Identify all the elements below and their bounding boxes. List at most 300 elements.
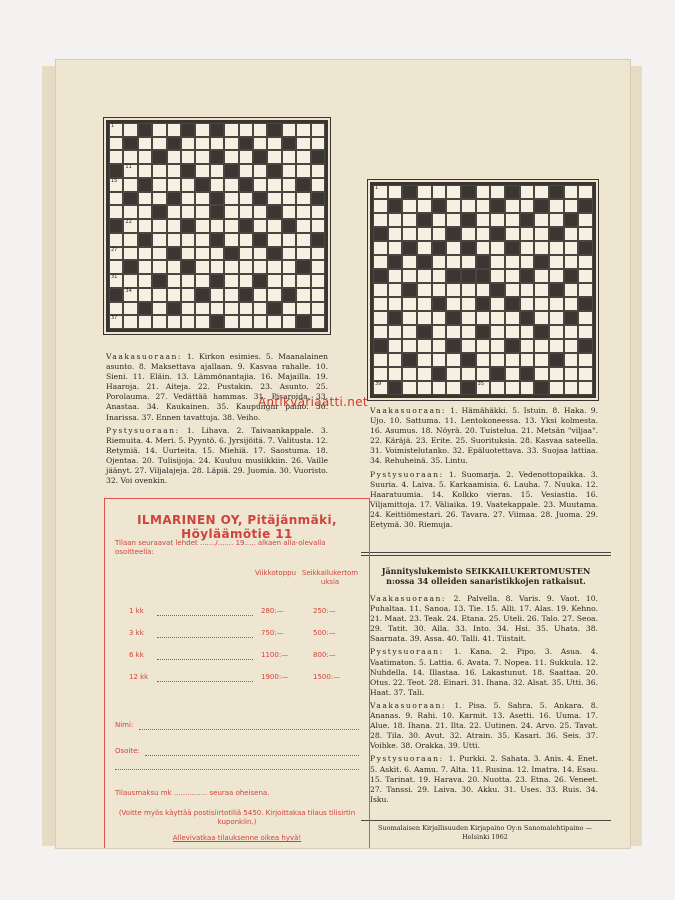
answer-square xyxy=(564,325,579,339)
answer-square xyxy=(476,339,491,353)
answer-square xyxy=(549,325,564,339)
answer-square xyxy=(388,283,403,297)
solutions-title: Jännityslukemisto SEIKKAILUKERTOMUSTEN xyxy=(381,566,591,576)
black-square xyxy=(520,311,535,325)
black-square xyxy=(138,123,152,137)
answer-square xyxy=(282,315,296,329)
answer-square xyxy=(564,185,579,199)
crossword-2-clues xyxy=(370,406,598,533)
period: 12 kk xyxy=(129,673,149,681)
answer-square xyxy=(578,283,593,297)
clue-number: 1 xyxy=(375,185,379,191)
answer-square xyxy=(534,227,549,241)
footer-divider xyxy=(361,820,611,821)
black-square xyxy=(432,297,447,311)
black-square xyxy=(578,199,593,213)
black-square xyxy=(505,297,520,311)
answer-square xyxy=(239,192,253,206)
answer-square xyxy=(195,260,209,274)
answer-square xyxy=(239,233,253,247)
answer-square xyxy=(195,137,209,151)
answer-square xyxy=(195,302,209,316)
answer-square xyxy=(239,260,253,274)
answer-square xyxy=(311,164,325,178)
answer-square xyxy=(417,283,432,297)
section-divider xyxy=(361,555,611,556)
answer-square xyxy=(123,123,137,137)
answer-square xyxy=(253,164,267,178)
answer-square xyxy=(432,353,447,367)
answer-square xyxy=(520,339,535,353)
answer-square xyxy=(432,339,447,353)
answer-square xyxy=(490,255,505,269)
black-square xyxy=(490,367,505,381)
answer-square xyxy=(564,353,579,367)
answer-square xyxy=(181,205,195,219)
black-square xyxy=(388,255,403,269)
answer-square xyxy=(267,274,281,288)
name-label: Nimi: xyxy=(115,721,134,729)
answer-square xyxy=(210,260,224,274)
answer-square xyxy=(461,367,476,381)
black-square xyxy=(282,219,296,233)
black-square xyxy=(534,199,549,213)
answer-square xyxy=(564,255,579,269)
black-square xyxy=(267,123,281,137)
answer-square xyxy=(239,150,253,164)
answer-square xyxy=(549,381,564,395)
answer-square xyxy=(224,137,238,151)
answer-square xyxy=(138,260,152,274)
black-square xyxy=(167,247,181,261)
answer-square xyxy=(432,325,447,339)
black-square xyxy=(534,325,549,339)
black-square xyxy=(181,219,195,233)
answer-square xyxy=(534,353,549,367)
answer-square xyxy=(490,241,505,255)
answer-square xyxy=(373,199,388,213)
answer-square xyxy=(311,260,325,274)
answer-square xyxy=(461,199,476,213)
black-square xyxy=(296,178,310,192)
black-square xyxy=(476,297,491,311)
answer-square xyxy=(152,260,166,274)
answer-square xyxy=(476,199,491,213)
black-square xyxy=(239,137,253,151)
crossword-1-across xyxy=(106,352,328,423)
crossword-2-down xyxy=(370,470,598,531)
crossword-2-across xyxy=(370,406,598,467)
answer-square xyxy=(109,247,123,261)
answer-square xyxy=(505,213,520,227)
answer-square xyxy=(138,137,152,151)
answer-square xyxy=(267,219,281,233)
solution-text: 1. Kana. 2. Pipo. 3. Asua. 4. Vaatimaton. 5. Lattia. 6. Avata. 7. Nopea. 11. Sukkula. 12. Nuhdella. 14. Illastaa. 16. Lakastunut. 18. Saattaa. 20. Otus. 22. Teot. 28. Einari. 31. Ihana. 32. Alsat. 35. Utti. 36. Haat. 37. Tali. xyxy=(370,647,598,697)
answer-square xyxy=(152,123,166,137)
answer-square xyxy=(267,178,281,192)
answer-square xyxy=(402,311,417,325)
black-square xyxy=(432,241,447,255)
black-square xyxy=(417,255,432,269)
answer-square xyxy=(109,123,123,137)
black-square xyxy=(210,274,224,288)
answer-square xyxy=(311,123,325,137)
black-square xyxy=(578,241,593,255)
answer-square xyxy=(181,150,195,164)
answer-square xyxy=(167,178,181,192)
answer-square xyxy=(578,367,593,381)
answer-square xyxy=(505,381,520,395)
black-square xyxy=(446,227,461,241)
answer-square xyxy=(417,269,432,283)
black-square xyxy=(210,123,224,137)
answer-square xyxy=(564,199,579,213)
answer-square xyxy=(564,283,579,297)
answer-square xyxy=(152,178,166,192)
answer-square xyxy=(224,150,238,164)
black-square xyxy=(534,381,549,395)
answer-square xyxy=(181,288,195,302)
answer-square xyxy=(181,274,195,288)
answer-square xyxy=(210,302,224,316)
black-square xyxy=(152,205,166,219)
answer-square xyxy=(534,339,549,353)
answer-square xyxy=(476,241,491,255)
black-square xyxy=(461,185,476,199)
answer-square xyxy=(373,367,388,381)
answer-square xyxy=(402,325,417,339)
name-line[interactable] xyxy=(139,729,359,730)
black-square xyxy=(195,178,209,192)
answer-square xyxy=(461,283,476,297)
answer-square xyxy=(373,185,388,199)
black-square xyxy=(138,178,152,192)
answer-square xyxy=(534,213,549,227)
black-square xyxy=(239,288,253,302)
black-square xyxy=(181,164,195,178)
answer-square xyxy=(210,178,224,192)
address-line[interactable] xyxy=(145,755,359,756)
answer-square xyxy=(461,255,476,269)
answer-square xyxy=(505,283,520,297)
answer-square xyxy=(267,260,281,274)
crossword-grid-2 xyxy=(370,182,596,398)
black-square xyxy=(282,288,296,302)
black-square xyxy=(446,269,461,283)
answer-square xyxy=(446,241,461,255)
black-square xyxy=(432,367,447,381)
answer-square xyxy=(123,302,137,316)
price-viikkotoppu: 1900:— xyxy=(261,673,289,681)
answer-square xyxy=(490,353,505,367)
answer-square xyxy=(123,219,137,233)
answer-square xyxy=(181,233,195,247)
black-square xyxy=(505,241,520,255)
section-divider xyxy=(361,552,611,553)
black-square xyxy=(461,213,476,227)
answer-square xyxy=(224,315,238,329)
answer-square xyxy=(253,247,267,261)
black-square xyxy=(123,192,137,206)
answer-square xyxy=(282,302,296,316)
answer-square xyxy=(311,137,325,151)
black-square xyxy=(210,192,224,206)
black-square xyxy=(549,227,564,241)
answer-square xyxy=(253,288,267,302)
solution-label: Vaakasuoraan: xyxy=(370,700,455,710)
answer-square xyxy=(578,353,593,367)
black-square xyxy=(253,233,267,247)
answer-square xyxy=(296,288,310,302)
down-clues: 1. Suomarja. 2. Vedenottopaikka. 3. Suuria. 4. Laiva. 5. Karkaamisia. 6. Lauha. 7. Nuuka. 12. Haaratuumia. 14. Kolkko vieras. 15. Vesiastia. 16. Viljamittoja. 17. Väliaika. 19. Vaatekappale. 23. Muutama. 24. Keittiömestari. 26. Tavara. 27. Viimaa. 28. Juoma. 29. Eetymä. 30. Riemuja. xyxy=(370,469,598,530)
answer-square xyxy=(210,137,224,151)
answer-square xyxy=(549,311,564,325)
answer-square xyxy=(167,219,181,233)
answer-square xyxy=(109,192,123,206)
answer-square xyxy=(167,123,181,137)
crossword-grid-1 xyxy=(106,120,328,332)
black-square xyxy=(520,367,535,381)
price-seikkailu: 1500:— xyxy=(313,673,341,681)
black-square xyxy=(549,283,564,297)
answer-square xyxy=(402,339,417,353)
answer-square xyxy=(402,269,417,283)
answer-square xyxy=(432,311,447,325)
answer-square xyxy=(267,288,281,302)
answer-square xyxy=(388,213,403,227)
answer-square xyxy=(373,283,388,297)
answer-square xyxy=(417,227,432,241)
answer-square xyxy=(388,367,403,381)
answer-square xyxy=(446,353,461,367)
address-field[interactable] xyxy=(115,747,359,756)
answer-square xyxy=(181,192,195,206)
black-square xyxy=(402,283,417,297)
answer-square xyxy=(282,123,296,137)
answer-square xyxy=(461,339,476,353)
across-clues: 1. Kirkon esimies. 5. Maanalainen asunto. 8. Maksettava ajallaan. 9. Kasvaa rahalle. 10. Sieni. 11. Eläin. 13. Lämmönantajia. 16. Majailla. 19. Haaroja. 21. Aiteja. 22. Pustakin. 23. Asunto. 25. Porolauma. 27. Vedättää hammas. 31. Pisaroida. 33. Anastaa. 34. Kaukainen. 35. Kaupungin paino. 36. Inarissa. 37. Ennen tavattuja. 38. Veiho. xyxy=(106,352,328,422)
answer-square xyxy=(152,247,166,261)
clue-number: 15 xyxy=(111,177,118,184)
black-square xyxy=(167,137,181,151)
answer-square xyxy=(490,297,505,311)
black-square xyxy=(388,381,403,395)
solution-block xyxy=(370,647,598,697)
answer-square xyxy=(282,233,296,247)
answer-square xyxy=(388,185,403,199)
black-square xyxy=(152,150,166,164)
answer-square xyxy=(267,315,281,329)
answer-square xyxy=(152,302,166,316)
answer-square xyxy=(224,288,238,302)
black-square xyxy=(181,123,195,137)
answer-square xyxy=(417,381,432,395)
answer-square xyxy=(520,283,535,297)
answer-square xyxy=(311,315,325,329)
across-clues: 1. Hämähäkki. 5. Istuin. 8. Haka. 9. Ujo. 10. Sattuma. 11. Lentokoneessa. 13. Yksi kolmesta. 16. Asumus. 18. Nöyrä. 20. Tuistelua. 21. Metsän "viljaa". 22. Käräjä. 23. Erite. 25. Suorituksia. 28. Kasvaa sateella. 31. Voimistelutanko. 32. Epäluotettava. 33. Suojaa lattiaa. 34. Rehuheinä. 35. Lintu. xyxy=(370,406,598,466)
quantity-line[interactable] xyxy=(157,659,253,660)
black-square xyxy=(373,227,388,241)
black-square xyxy=(210,315,224,329)
answer-square xyxy=(296,150,310,164)
answer-square xyxy=(520,381,535,395)
answer-square xyxy=(446,367,461,381)
answer-square xyxy=(123,247,137,261)
answer-square xyxy=(432,381,447,395)
answer-square xyxy=(432,283,447,297)
answer-square xyxy=(578,213,593,227)
answer-square xyxy=(224,192,238,206)
answer-square xyxy=(417,311,432,325)
black-square xyxy=(311,192,325,206)
answer-square xyxy=(564,297,579,311)
answer-square xyxy=(138,247,152,261)
clue-number: 34 xyxy=(125,287,132,294)
solution-block xyxy=(370,754,598,804)
down-clues: 1. Lihava. 2. Taivaankappale. 3. Riemuita. 4. Meri. 5. Pyyntö. 6. Jyrsijöitä. 7. Valitusta. 12. Retymiä. 14. Uurteita. 15. Miehiä. 17. Saostuma. 18. Ojentaa. 20. Tulisijoja. 24. Kuuluu musiikkiin. 26. Vaille jäänyt. 27. Viljalajeja. 28. Läpiä. 29. Juomia. 30. Vuoristo. 32. Voi ovenkin. xyxy=(106,425,328,486)
period: 1 kk xyxy=(129,607,144,615)
answer-square xyxy=(461,227,476,241)
answer-square xyxy=(224,205,238,219)
answer-square xyxy=(253,178,267,192)
solution-text: 2. Palvella. 8. Varis. 9. Vaot. 10. Puhaltaa. 11. Sanoa. 13. Tie. 15. Alli. 17. Alas. 19. Kehno. 21. Maat. 23. Teak. 24. Etana. 25. Uteli. 26. Talo. 27. Seoa. 29. Tatit. 30. Alla. 33. Into. 34. Hsi. 35. Uhata. 38. Saarnata. 39. Assa. 40. Talli. 41. Tiistait. xyxy=(370,594,598,644)
answer-square xyxy=(417,199,432,213)
answer-square xyxy=(388,227,403,241)
answer-square xyxy=(138,274,152,288)
answer-square xyxy=(253,219,267,233)
answer-square xyxy=(549,199,564,213)
answer-square xyxy=(267,192,281,206)
answer-square xyxy=(549,213,564,227)
answer-square xyxy=(138,205,152,219)
answer-square xyxy=(311,205,325,219)
answer-square xyxy=(282,274,296,288)
black-square xyxy=(534,255,549,269)
answer-square xyxy=(402,381,417,395)
publisher-title: ILMARINEN OY, Pitäjänmäki, Höyläämötie 11 xyxy=(137,513,337,541)
black-square xyxy=(432,199,447,213)
answer-square xyxy=(432,213,447,227)
answer-square xyxy=(490,339,505,353)
answer-square xyxy=(224,233,238,247)
black-square xyxy=(373,339,388,353)
clue-number: 35 xyxy=(477,381,485,387)
answer-square xyxy=(239,302,253,316)
down-label: Pystysuoraan: xyxy=(106,425,180,435)
black-square xyxy=(549,353,564,367)
answer-square xyxy=(534,311,549,325)
clue-number: 31 xyxy=(111,274,118,281)
column-viikkotoppu: Viikkotoppu xyxy=(255,569,297,577)
answer-square xyxy=(181,302,195,316)
answer-square xyxy=(123,150,137,164)
name-field[interactable] xyxy=(115,721,359,730)
answer-square xyxy=(476,381,491,395)
answer-square xyxy=(388,353,403,367)
black-square xyxy=(296,260,310,274)
answer-square xyxy=(446,213,461,227)
answer-square xyxy=(267,233,281,247)
order-intro: Tilaan seuraavat lehdet ......./....... 19..... alkaen alla-olevalla osoitteella: xyxy=(115,539,326,556)
quantity-line[interactable] xyxy=(157,615,253,616)
black-square xyxy=(123,137,137,151)
answer-square xyxy=(239,315,253,329)
answer-square xyxy=(167,205,181,219)
across-label: Vaakasuoraan: xyxy=(370,406,446,415)
black-square xyxy=(402,185,417,199)
answer-square xyxy=(109,150,123,164)
answer-square xyxy=(373,311,388,325)
black-square xyxy=(239,178,253,192)
black-square xyxy=(109,219,123,233)
black-square xyxy=(267,247,281,261)
answer-square xyxy=(534,297,549,311)
answer-square xyxy=(549,255,564,269)
answer-square xyxy=(167,164,181,178)
answer-square xyxy=(490,325,505,339)
answer-square xyxy=(446,325,461,339)
black-square xyxy=(461,269,476,283)
black-square xyxy=(195,288,209,302)
answer-square xyxy=(578,227,593,241)
answer-square xyxy=(534,269,549,283)
answer-square xyxy=(311,274,325,288)
black-square xyxy=(520,213,535,227)
address-line-2[interactable] xyxy=(115,769,359,770)
answer-square xyxy=(520,241,535,255)
quantity-line[interactable] xyxy=(157,681,253,682)
answer-square xyxy=(461,311,476,325)
black-square xyxy=(253,274,267,288)
answer-square xyxy=(311,247,325,261)
answer-square xyxy=(402,297,417,311)
black-square xyxy=(224,164,238,178)
answer-square xyxy=(578,311,593,325)
price-viikkotoppu: 1100:— xyxy=(261,651,289,659)
answer-square xyxy=(296,247,310,261)
answer-square xyxy=(239,164,253,178)
solution-block xyxy=(370,701,598,751)
printer-imprint: Suomalaisen Kirjallisuuden Kirjapaino Oy:n Sanomalehtipaino — Helsinki 1962 xyxy=(378,824,592,841)
solution-text: 1. Pisa. 5. Sahra. 5. Ankara. 8. Ananas. 9. Rahi. 10. Karmit. 13. Asetti. 16. Uuma. 17. Alue. 18. Ihana. 21. Ilta. 22. Uutinen. 24. Arvo. 25. Tavat. 28. Tila. 30. Avut. 32. Atrain. 35. Kasari. 36. Seis. 37. Voihke. 38. Orakka. 39. Utti. xyxy=(370,700,598,751)
black-square xyxy=(388,199,403,213)
quantity-line[interactable] xyxy=(157,637,253,638)
answer-square xyxy=(417,367,432,381)
answer-square xyxy=(253,315,267,329)
answer-square xyxy=(476,227,491,241)
answer-square xyxy=(534,185,549,199)
answer-square xyxy=(181,315,195,329)
black-square xyxy=(267,302,281,316)
answer-square xyxy=(123,315,137,329)
black-square xyxy=(282,137,296,151)
answer-square xyxy=(181,178,195,192)
answer-square xyxy=(224,302,238,316)
answer-square xyxy=(296,302,310,316)
address-label: Osoite: xyxy=(115,747,140,755)
answer-square xyxy=(490,311,505,325)
solutions-list xyxy=(370,594,598,808)
answer-square xyxy=(432,227,447,241)
answer-square xyxy=(490,269,505,283)
answer-square xyxy=(402,199,417,213)
clue-number: 37 xyxy=(111,315,118,322)
black-square xyxy=(210,150,224,164)
answer-square xyxy=(224,178,238,192)
answer-square xyxy=(109,233,123,247)
answer-square xyxy=(373,297,388,311)
answer-square xyxy=(373,241,388,255)
